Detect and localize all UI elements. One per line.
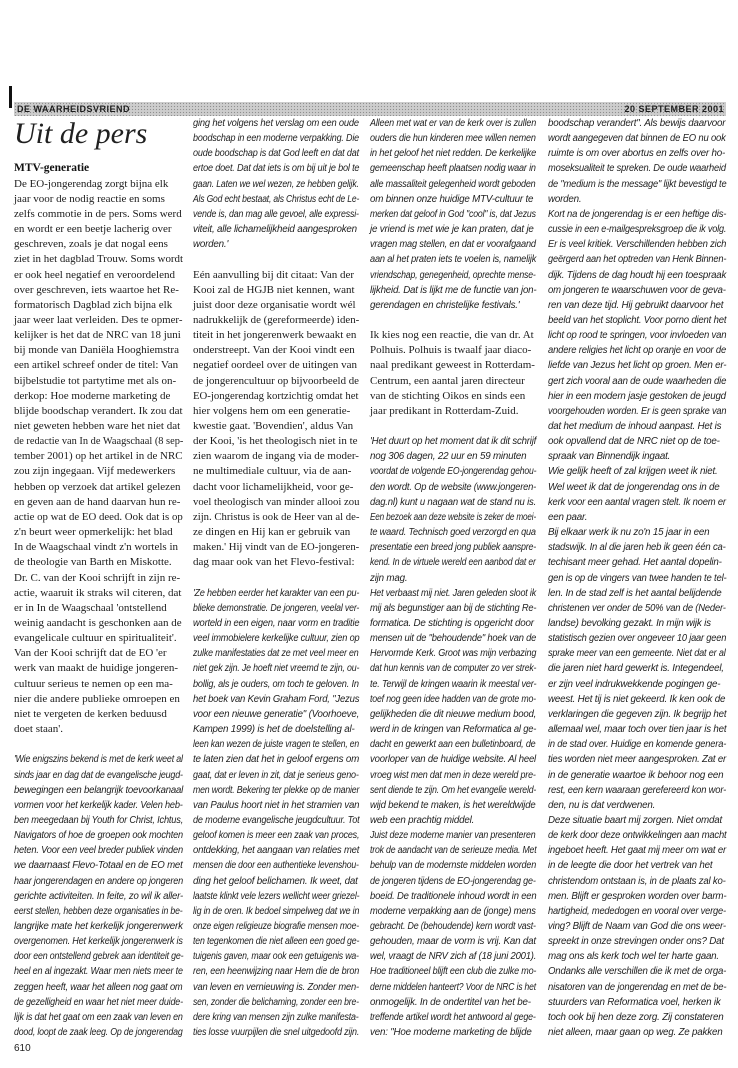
quote-line: het boek van Kevin Graham Ford, "Jezus (193, 693, 360, 705)
quote-line: je vriend is met wie je kan praten, dat je (370, 224, 534, 236)
quote-line: mij als begunstiger aan bij de stichting Re- (370, 602, 537, 614)
text-line: geschreven, zoals je dat nogal eens (14, 238, 168, 251)
quote-line: die jaren niet hard gewerkt is. Integendeel, (548, 663, 724, 675)
quote-line: web een prachtig middel. (370, 814, 475, 826)
quote-line: blieke demonstratie. De jongeren, veelal ver- (193, 602, 360, 614)
text-line: zou zijn ingegaan. Vijf medewerkers (14, 465, 176, 478)
text-line: weinig aandacht is geschonken aan de (14, 617, 182, 629)
text-line: bijbelstudie tot partytime met als on- (14, 374, 177, 387)
quote-line: moseksualiteit te spreken. De oude waarheid (548, 163, 726, 175)
quote-line: bewegingen een belangrijk toevoorkanaal (14, 784, 184, 796)
quote-line: ties worden niet meer aangesproken. Zat er (548, 754, 727, 766)
quote-line: voordat de volgende EO-jongerendag gehou- (370, 466, 537, 478)
text-line: negatief oordeel over de uitingen van (193, 359, 358, 372)
quote-line: vroeg wist men dat men in deze wereld pre- (370, 769, 536, 781)
quote-line: dat hun kennis van de computer zo ver strek- (370, 663, 537, 675)
text-line: dag maar ook van het Flevo-festival: (193, 556, 355, 569)
quote-line: dijk. Tijdens de dag houdt hij een toespraak (548, 269, 727, 281)
quote-line: onmogelijk. In de ondertitel van het be- (370, 996, 531, 1008)
text-line: over geschreven, iets waartoe het Re- (14, 283, 179, 296)
quote-line: Navigators of hoe de groepen ook mochten (14, 830, 183, 842)
quote-line: 'Wie enigszins bekend is met de kerk weet al (14, 754, 183, 766)
quote-line: in de stad over. Huidige en komende genera- (548, 739, 727, 751)
quote-line: alle massaliteit gelegenheid wordt geboden (370, 178, 536, 190)
quote-line: landse) bevolking gezakt. In mijn wijk is (548, 618, 711, 629)
text-line: jaar weer laat verleiden. Des te opmer- (14, 314, 183, 326)
quote-line: behulp van de modernste middelen worden (370, 860, 537, 872)
quote-line: derne middelen hanteert? Voor de NRC is het (370, 981, 536, 993)
quote-line: ten tegenkomen die niet alleen een goed ge- (193, 936, 360, 948)
quote-line: spreekt in onze strevingen onder ons? Dat (548, 936, 724, 948)
quote-line: bollig, als je ouders, om toch te geloven. In (193, 678, 359, 690)
text-line: Kooi zal de HGJB niet kennen, want (193, 283, 355, 296)
text-line: Ik kies nog een reactie, die van dr. At (370, 329, 534, 342)
text-line: nier die andere publieke omroepen en (14, 692, 180, 705)
quote-line: hier in een modern jasje gestoken de jeugd (548, 390, 726, 402)
text-line: naal predikant geweest in Rotterdam- (370, 359, 535, 372)
quote-line: om binnen onze huidige MTV-cultuur te (370, 193, 534, 205)
quote-line: den wordt. Op de website (www.jongeren- (370, 481, 537, 493)
quote-line: heel en al ingezakt. Waar men niets meer te (14, 966, 183, 978)
text-line: tember 2001) op het artikel in de NRC (14, 450, 183, 463)
quote-line: Het verbaast mij niet. Jaren geleden sloot ik (370, 587, 537, 599)
quote-line: trok de aandacht van de serieuze media. Met (370, 845, 537, 857)
page-number: 610 (14, 1043, 31, 1054)
text-line: juist door deze organisatie wordt wél (193, 298, 356, 311)
quote-line: viteit, alle lichamelijkheid aangesproken (193, 224, 357, 236)
quote-line: er zijn veel indrukwekkende pogingen ge- (548, 678, 721, 690)
quote-line: liefde van Jezus het licht op groen. Men er- (548, 360, 727, 372)
text-line: er in In de Waagschaal 'ontstellend (14, 601, 167, 614)
quote-line: beeld van het stoplicht. Voor porno dient het (548, 315, 727, 326)
quote-line: voorgehouden worden. Er is geen sprake van (548, 405, 727, 417)
quote-line: ingeboet heeft. Het gaat mij meer om wat er (548, 845, 726, 857)
quote-line: Kort na de jongerendag is er een heftige dis- (548, 208, 727, 220)
quote-line: licht op rood te springen, voor invloeden van (548, 330, 727, 342)
quote-line: wordt aangegeven dat binnen de EO nu ook (548, 133, 726, 145)
quote-line: Hervormde Kerk. Groot was mijn verbazing (370, 648, 537, 660)
quote-line: een paar. (548, 511, 588, 523)
quote-line: mensen die door een authentieke levenshou- (193, 860, 359, 872)
section-heading: MTV-generatie (14, 162, 90, 175)
text-line: jaar voor de nodig reactie en soms (14, 192, 165, 205)
quote-line: moderne verpakking aan de (jonge) mens (370, 905, 536, 917)
quote-line: geloof komen is meer een zaak van proces, (193, 830, 360, 842)
text-line: EO-jongerendag kortzichtig omdat het (193, 389, 359, 402)
quote-line: in de leegte die door het vertrek van het (548, 860, 713, 872)
text-line: zien waarom de ingang via de moder- (193, 450, 359, 463)
text-line: Polhuis. Polhuis is twaalf jaar diaco- (370, 344, 532, 357)
quote-line: treffende artikel wordt het antwoord al gege- (370, 1011, 536, 1023)
quote-line: vormen voor het kerkelijk kader. Velen heb- (14, 799, 183, 811)
text-line: niet te vergeten de kerken beduusd (14, 707, 167, 720)
quote-line: dat het medium de inhoud aanpast. Het is (548, 421, 722, 432)
quote-line: dacht en gewerkt aan een bulletinboard, de (370, 739, 536, 751)
quote-line: christenen ver onder de 50% van de (Neder- (548, 602, 726, 614)
quote-line: ving? Blijft de Naam van God die ons weer- (548, 921, 726, 932)
quote-line: ben meegedaan bij Youth for Christ, Ichtus, (14, 814, 184, 826)
quote-line: aan al het praten iets te voelen is, namelijk (370, 254, 537, 266)
quote-line: we daarnaast Flevo-Totaal en de EO met (14, 860, 183, 872)
quote-line: Er is veel kritiek. Verschillenden hebben zich (548, 239, 727, 251)
quote-line: boodschap verandert". Als bewijs daarvoor (548, 118, 726, 129)
text-line: Dr. C. van der Kooi schrijft in zijn re- (14, 571, 181, 584)
text-line: er ook heel negatief en veroordelend (14, 268, 175, 281)
text-line: bij monde van Daniëla Hooghiemstra (14, 344, 179, 357)
text-line: maken.' Hij vindt van de EO-jongeren- (193, 541, 360, 554)
quote-line: van leven en vernieuwing is. Zonder men- (193, 981, 359, 993)
quote-line: ding het geloof belichamen. Ik weet, dat (193, 875, 358, 887)
quote-line: 'Ze hebben eerder het karakter van een pu- (193, 587, 360, 599)
quote-line: Ondanks alle verschillen die ik met de orga- (548, 966, 727, 978)
quote-line: dood, loopt de zaak leeg. Op de jongerendag (14, 1027, 183, 1038)
quote-line: overgenomen. Het kerkelijk jongerenwerk is (14, 936, 183, 948)
quote-line: mag ons als kerk toch wel ter harte gaan. (548, 951, 719, 963)
quote-line: door een ontstellend gebrek aan identiteit ge- (14, 951, 184, 963)
quote-line: len. In de stad zelf is het aantal belijdende (548, 587, 722, 599)
quote-line: 'Het duurt op het moment dat ik dit schrijf (370, 436, 537, 448)
quote-line: Deze situatie baart mij zorgen. Niet omdat (548, 814, 723, 826)
quote-line: lijkheid. Dat is lijkt me de functie van jon- (370, 284, 537, 296)
quote-line: tuigenis gaven, maar ook een getuigenis wa- (193, 951, 359, 963)
quote-line: gebracht. De (behoudende) kern wordt vast- (370, 921, 536, 932)
quote-line: worden.' (193, 239, 229, 251)
quote-line: veel immobielere kerkelijke cultuur, zien op (193, 633, 360, 645)
quote-line: ren, een heenwijzing naar Hem die de bron (193, 966, 360, 978)
text-line: titeit in het jongerenwerk bewaakt en (193, 329, 357, 342)
quote-line: de jongeren tijdens de EO-jongerendag ge- (370, 875, 536, 887)
quote-line: Wie gelijk heeft of zal krijgen weet ik niet. (548, 466, 718, 478)
text-line: werk van maakt de huidige jongeren- (14, 662, 179, 675)
quote-line: in het geloof het niet redden. De kerkelijke (370, 148, 537, 160)
quote-line: laatste klinkt vele lezers wellicht weer griezel- (193, 890, 360, 902)
quote-line: onze eigen religieuze biografie mensen moe- (193, 921, 359, 932)
quote-line: te waard. Technisch goed verzorgd en qua (370, 527, 536, 538)
quote-line: ven: "Hoe moderne marketing de blijde (370, 1027, 532, 1038)
text-line: z'n beurt weer opmerkelijk: het blad (14, 526, 173, 538)
quote-line: ouders die hun kinderen mee willen nemen (370, 133, 536, 145)
text-line: en geven aan de hand daarvan hun re- (14, 495, 181, 508)
quote-line: hartigheid, mededogen en vooral over verge- (548, 905, 726, 917)
quote-line: de gezelligheid en waar het niet meer duide- (14, 996, 183, 1008)
quote-line: Juist deze moderne manier van presenteren (370, 830, 536, 842)
text-line: actie op wat de EO deed. Ook dat is op (14, 510, 183, 523)
quote-line: van Paulus hoort niet in het stramien van (193, 799, 360, 811)
quote-line: eerst stellen, hebben deze organisaties in be- (14, 905, 183, 917)
quote-line: Hoe traditioneel blijft een club die zulke mo- (370, 966, 537, 978)
text-line: In de Waagschaal vindt z'n wortels in (14, 541, 179, 554)
text-line: formatorisch Dagblad zich bijna elk (14, 298, 173, 311)
text-line: ziet in het dagblad Trouw. Soms wordt (14, 253, 184, 266)
quote-line: niet gek zijn. Je hoeft niet vreemd te zijn, ou- (193, 663, 360, 675)
text-line: Centrum, een aantal jaren directeur (370, 374, 525, 387)
text-line: kelijker is het dat de NRC van 18 juni (14, 329, 181, 342)
quote-line: kend. In de virtuele wereld een aanbod dat er (370, 557, 536, 569)
quote-line: Als God echt bestaat, als Christus echt de Le- (193, 193, 360, 205)
quote-line: statistisch gezien over ongeveer 10 jaar geen (548, 633, 727, 645)
quote-line: leen kan wezen de juiste vragen te stellen, en (193, 739, 359, 751)
quote-line: oude boodschap is dat God leeft en dat dat (193, 148, 359, 160)
text-column-3 (370, 0, 536, 1060)
quote-line: boodschap in een moderne verpakking. Die (193, 133, 359, 145)
quote-line: zeggen heeft, waar het alleen nog gaat om (14, 981, 183, 993)
text-line: hebben op verzoek dat artikel gelezen (14, 480, 181, 493)
scan-edge-mark (9, 86, 12, 108)
quote-line: zijn mag. (370, 572, 408, 584)
text-line: zelfs commotie in de pers. Soms werd (14, 207, 182, 220)
quote-line: lijk is dat het gaat om een zaak van leven en (14, 1011, 183, 1023)
text-line: der Kooi, 'is het theologisch niet in te (193, 435, 358, 448)
quote-line: ook opvallend dat de NRC niet op de toe- (548, 436, 720, 448)
quote-line: nog 306 dagen, 22 uur en 59 minuten (370, 451, 527, 463)
quote-line: te laten zien dat het in geloof ergens om (193, 754, 360, 766)
text-line: kwestie gaat. 'Bovendien', aldus Van (193, 420, 354, 432)
text-line: onderstreept. Van der Kooi vindt een (193, 344, 355, 357)
quote-line: langrijke mate het kerkelijk jongerenwerk (14, 921, 183, 932)
quote-line: kerk voor een aantal vragen stelt. Ik noem er (548, 496, 726, 508)
quote-line: toch ook bij hen deze zorg. Zij constateren (548, 1011, 724, 1023)
text-line: De EO-jongerendag zorgt bijna elk (14, 177, 169, 190)
text-column-4 (548, 0, 726, 1060)
quote-line: boeid. De traditionele inhoud wordt in een (370, 890, 537, 902)
quote-line: toef nog geen idee hadden van de grote mo- (370, 693, 536, 705)
quote-line: om jongeren te waarschuwen voor de geva- (548, 284, 726, 296)
quote-line: rest, een kern waaraan gerefereerd kon wor- (548, 784, 727, 796)
quote-line: haar jongerendagen en andere op jongeren (14, 875, 184, 887)
quote-line: ties losse vuurpijlen die snel uitgedoofd zijn. (193, 1027, 360, 1038)
quote-line: heten. Voor een veel breder publiek vinden (14, 845, 183, 857)
text-line: niet geweten hebben ware het niet dat (14, 420, 181, 432)
quote-line: dag.nl) kunt u nagaan wat de stand nu is. (370, 496, 537, 508)
quote-line: wijd bekend te maken, is het wereldwijde (370, 799, 536, 811)
quote-line: de kerk door deze ontwikkelingen aan macht (548, 830, 727, 842)
text-column-2 (193, 0, 359, 1060)
text-line: Eén aanvulling bij dit citaat: Van der (193, 268, 355, 281)
quote-line: presentatie een breed jong publiek aanspre- (370, 542, 537, 554)
quote-line: sprake meer van een gemeente. Niet dat er al (548, 648, 726, 660)
quote-line: in de generatie waartoe ik behoor nog een (548, 769, 724, 781)
quote-line: techisant meer gehad. Het aantal dopelin- (548, 557, 722, 569)
quote-line: cussie in een e-mailgespreksgroep die ik volg. (548, 224, 727, 236)
text-line: zijn. Christus is ook de Heer van al de- (193, 510, 360, 523)
quote-line: wel, vraagt de NRV zich af (18 juni 2001). (370, 951, 537, 963)
text-line: doet staan'. (14, 723, 64, 735)
quote-line: ren van deze tijd. Hij gebruikt daarvoor het (548, 299, 724, 311)
quote-line: ruimte is om over abortus en zelfs over ho- (548, 148, 726, 160)
quote-line: worteld in een eigen, naar vorm en traditie (193, 618, 360, 629)
text-line: van de stichting Oikos en sinds een (370, 389, 526, 402)
text-line: dacht voor lichamelijkheid, voor ge- (193, 480, 354, 493)
quote-line: ging het volgens het verslag om een oude (193, 118, 359, 129)
quote-line: ontdekking, het aangaan van relaties met (193, 845, 360, 857)
quote-line: lig in de oren. Ik bedoel simpelweg dat we in (193, 905, 360, 917)
quote-line: gaat, dat er leven in zit, dat je serieus geno- (193, 769, 359, 781)
text-line: jaar predikant in Rotterdam-Zuid. (370, 404, 519, 417)
quote-line: allemaal wel, maar toch over tien jaar is het (548, 724, 727, 735)
quote-line: voor een nieuwe generatie" (Voorhoeve, (193, 708, 360, 720)
quote-line: geërgerd aan het optreden van Henk Binnen- (548, 254, 727, 266)
quote-line: niet alleen, maar gaan op weg. Ze pakken (548, 1027, 723, 1038)
text-line: voel theologisch van minder allooi zou (193, 495, 360, 508)
quote-line: men. Blijft er gesproken worden over barm- (548, 890, 727, 902)
text-line: blijde boodschap verandert. Ik zou dat (14, 404, 183, 417)
quote-line: gerendagen en christelijke festivals.' (370, 299, 520, 311)
quote-line: formatica. De stichting is opgericht door (370, 618, 534, 629)
page-title: Uit de pers (14, 117, 148, 150)
issue-date: 20 SEPTEMBER 2001 (624, 104, 724, 114)
text-line: de redactie van In de Waagschaal (8 sep- (14, 435, 184, 448)
quote-line: vende is, dan mag alle gevoel, alle expressi- (193, 208, 359, 220)
quote-line: dere kring van mensen zijn zulke manifesta- (193, 1011, 359, 1023)
text-line: een artikel schreef onder de titel: Van (14, 359, 179, 372)
quote-line: Bij elkaar werk ik nu zo'n 15 jaar in een (548, 527, 710, 538)
quote-line: zulke manifestaties dat ze met veel meer en (193, 648, 359, 660)
text-line: ze dingen en Hij kan er gebruik van (193, 526, 351, 538)
text-line: en wordt er een beetje lacherig over (14, 223, 172, 236)
quote-line: mensen uit de "behoudende" hoek van de (370, 633, 537, 645)
quote-line: sinds jaar en dag dat de evangelische jeugd- (14, 769, 183, 781)
publication-name: DE WAARHEIDSVRIEND (17, 104, 131, 114)
quote-line: de moderne evangelische jeugdcultuur. Tot (193, 814, 360, 826)
quote-line: verklaringen die gegeven zijn. Ik begrijp het (548, 708, 727, 720)
quote-line: gert zich vooral aan de oude waarheden die (548, 375, 727, 387)
quote-line: Alleen met wat er van de kerk over is zullen (370, 118, 537, 129)
quote-line: weest. Het tij is niet gekeerd. Ik ken ook de (548, 693, 726, 705)
quote-line: nisatoren van de jongerendag en met de be- (548, 981, 727, 993)
text-line: de theologie van Barth en Miskotte. (14, 556, 172, 569)
quote-line: gen is op de vingers van twee handen te tel- (548, 572, 727, 584)
quote-line: te. Terwijl de kringen waarin ik meestal ver- (370, 678, 537, 690)
text-line: cultuur serieus te nemen op een ma- (14, 677, 173, 690)
quote-line: sent diende te zijn. Om het evangelie wereld- (370, 784, 537, 796)
quote-line: Een bezoek aan deze website is zeker de moei- (370, 511, 536, 523)
quote-line: den, nu is dat verdwenen. (548, 799, 656, 811)
text-line: evangelicale cultuur en spiritualiteit'. (14, 632, 177, 645)
quote-line: vriendschap, genegenheid, oprechte mense- (370, 269, 536, 281)
quote-line: men wordt. Bekering ter plekke op de manier (193, 784, 360, 796)
text-line: de jongerencultuur op bijvoorbeeld de (193, 374, 359, 387)
quote-line: voorloper van de huidige website. Al heel (370, 754, 536, 766)
quote-line: gemeenschap heeft plaatsen nodig waar in (370, 163, 536, 175)
quote-line: de "medium is the message" lijkt bevestigd te (548, 178, 727, 190)
quote-line: Kampen 1999) is het de doelstelling al- (193, 724, 355, 735)
quote-line: stuurders van Reformatica voel, herken ik (548, 996, 721, 1008)
text-line: hier volgens hem om een generatie- (193, 404, 351, 417)
quote-line: andere religies het licht op oranje en voor de (548, 345, 727, 357)
quote-line: sen, zonder die belichaming, zonder een bre- (193, 996, 359, 1008)
text-column-1 (14, 0, 183, 1060)
quote-line: merken dat geloof in God "cool" is, dat Jezus (370, 208, 536, 220)
quote-line: gehouden, maar de vorm is vrij. Kan dat (370, 936, 536, 948)
text-line: ne multimediale cultuur, via de aan- (193, 465, 352, 478)
quote-line: Wel weet ik dat de jongerendag ons in de (548, 481, 720, 493)
quote-line: ertoe doet. Dat dat iets is om bij uit je bol te (193, 163, 360, 175)
text-line: nadrukkelijk de (gereformeerde) iden- (193, 314, 360, 326)
quote-line: gelijkheden die dit nieuwe medium bood, (370, 708, 537, 720)
quote-line: gaan. Laten we wel wezen, ze hebben gelijk. (193, 178, 359, 190)
quote-line: werd in de kringen van Reformatica al ge- (370, 724, 537, 735)
quote-line: vragen mag stellen, en dat er voorafgaand (370, 239, 536, 251)
quote-line: gerichte activiteiten. In feite, zo wil ik aller- (14, 890, 184, 902)
quote-line: worden. (548, 193, 582, 205)
text-line: derkop: Hoe moderne marketing de (14, 389, 171, 402)
text-line: Van der Kooi schrijft dat de EO 'er (14, 647, 167, 660)
text-line: actie, waaruit ik straks wil citeren, dat (14, 586, 182, 599)
quote-line: stadswijk. In al die jaren heb ik geen één ca- (548, 542, 726, 554)
quote-line: spraak van Binnendijk ingaat. (548, 451, 671, 463)
quote-line: christendom ontstaan is, in de plaats zal ko- (548, 875, 726, 887)
